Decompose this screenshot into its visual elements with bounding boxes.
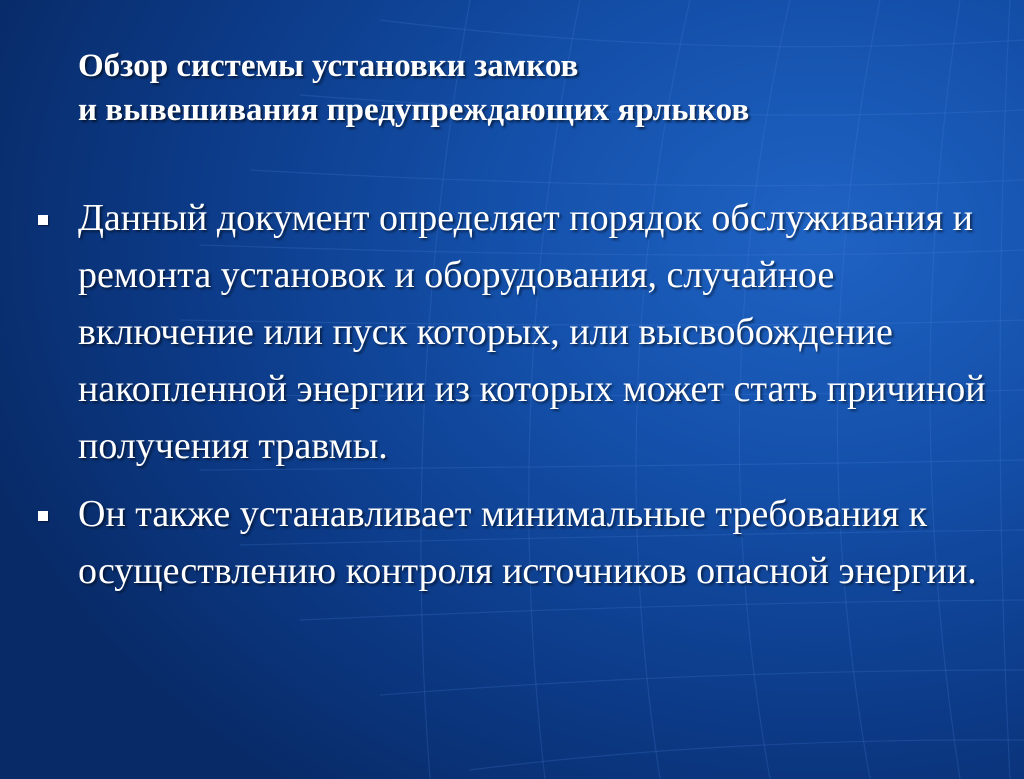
square-bullet-icon	[38, 511, 48, 521]
bullet-text: Данный документ определяет порядок обслуживания и ремонта установок и оборудования, случайное включение или пуск которых, или высвобождение накопленной энергии из которых может стать причиной получения травмы.	[78, 197, 986, 467]
slide-title-line-1: Обзор системы установки замков	[78, 48, 579, 84]
slide-title	[78, 44, 978, 132]
bullet-item	[38, 486, 998, 600]
bullet-text: Он также устанавливает минимальные требования к осуществлению контроля источников опасной энергии.	[78, 493, 977, 592]
bullet-list	[38, 190, 998, 611]
bullet-item	[38, 190, 998, 475]
square-bullet-icon	[38, 215, 48, 225]
slide-title-line-2: и вывешивания предупреждающих ярлыков	[78, 92, 750, 128]
